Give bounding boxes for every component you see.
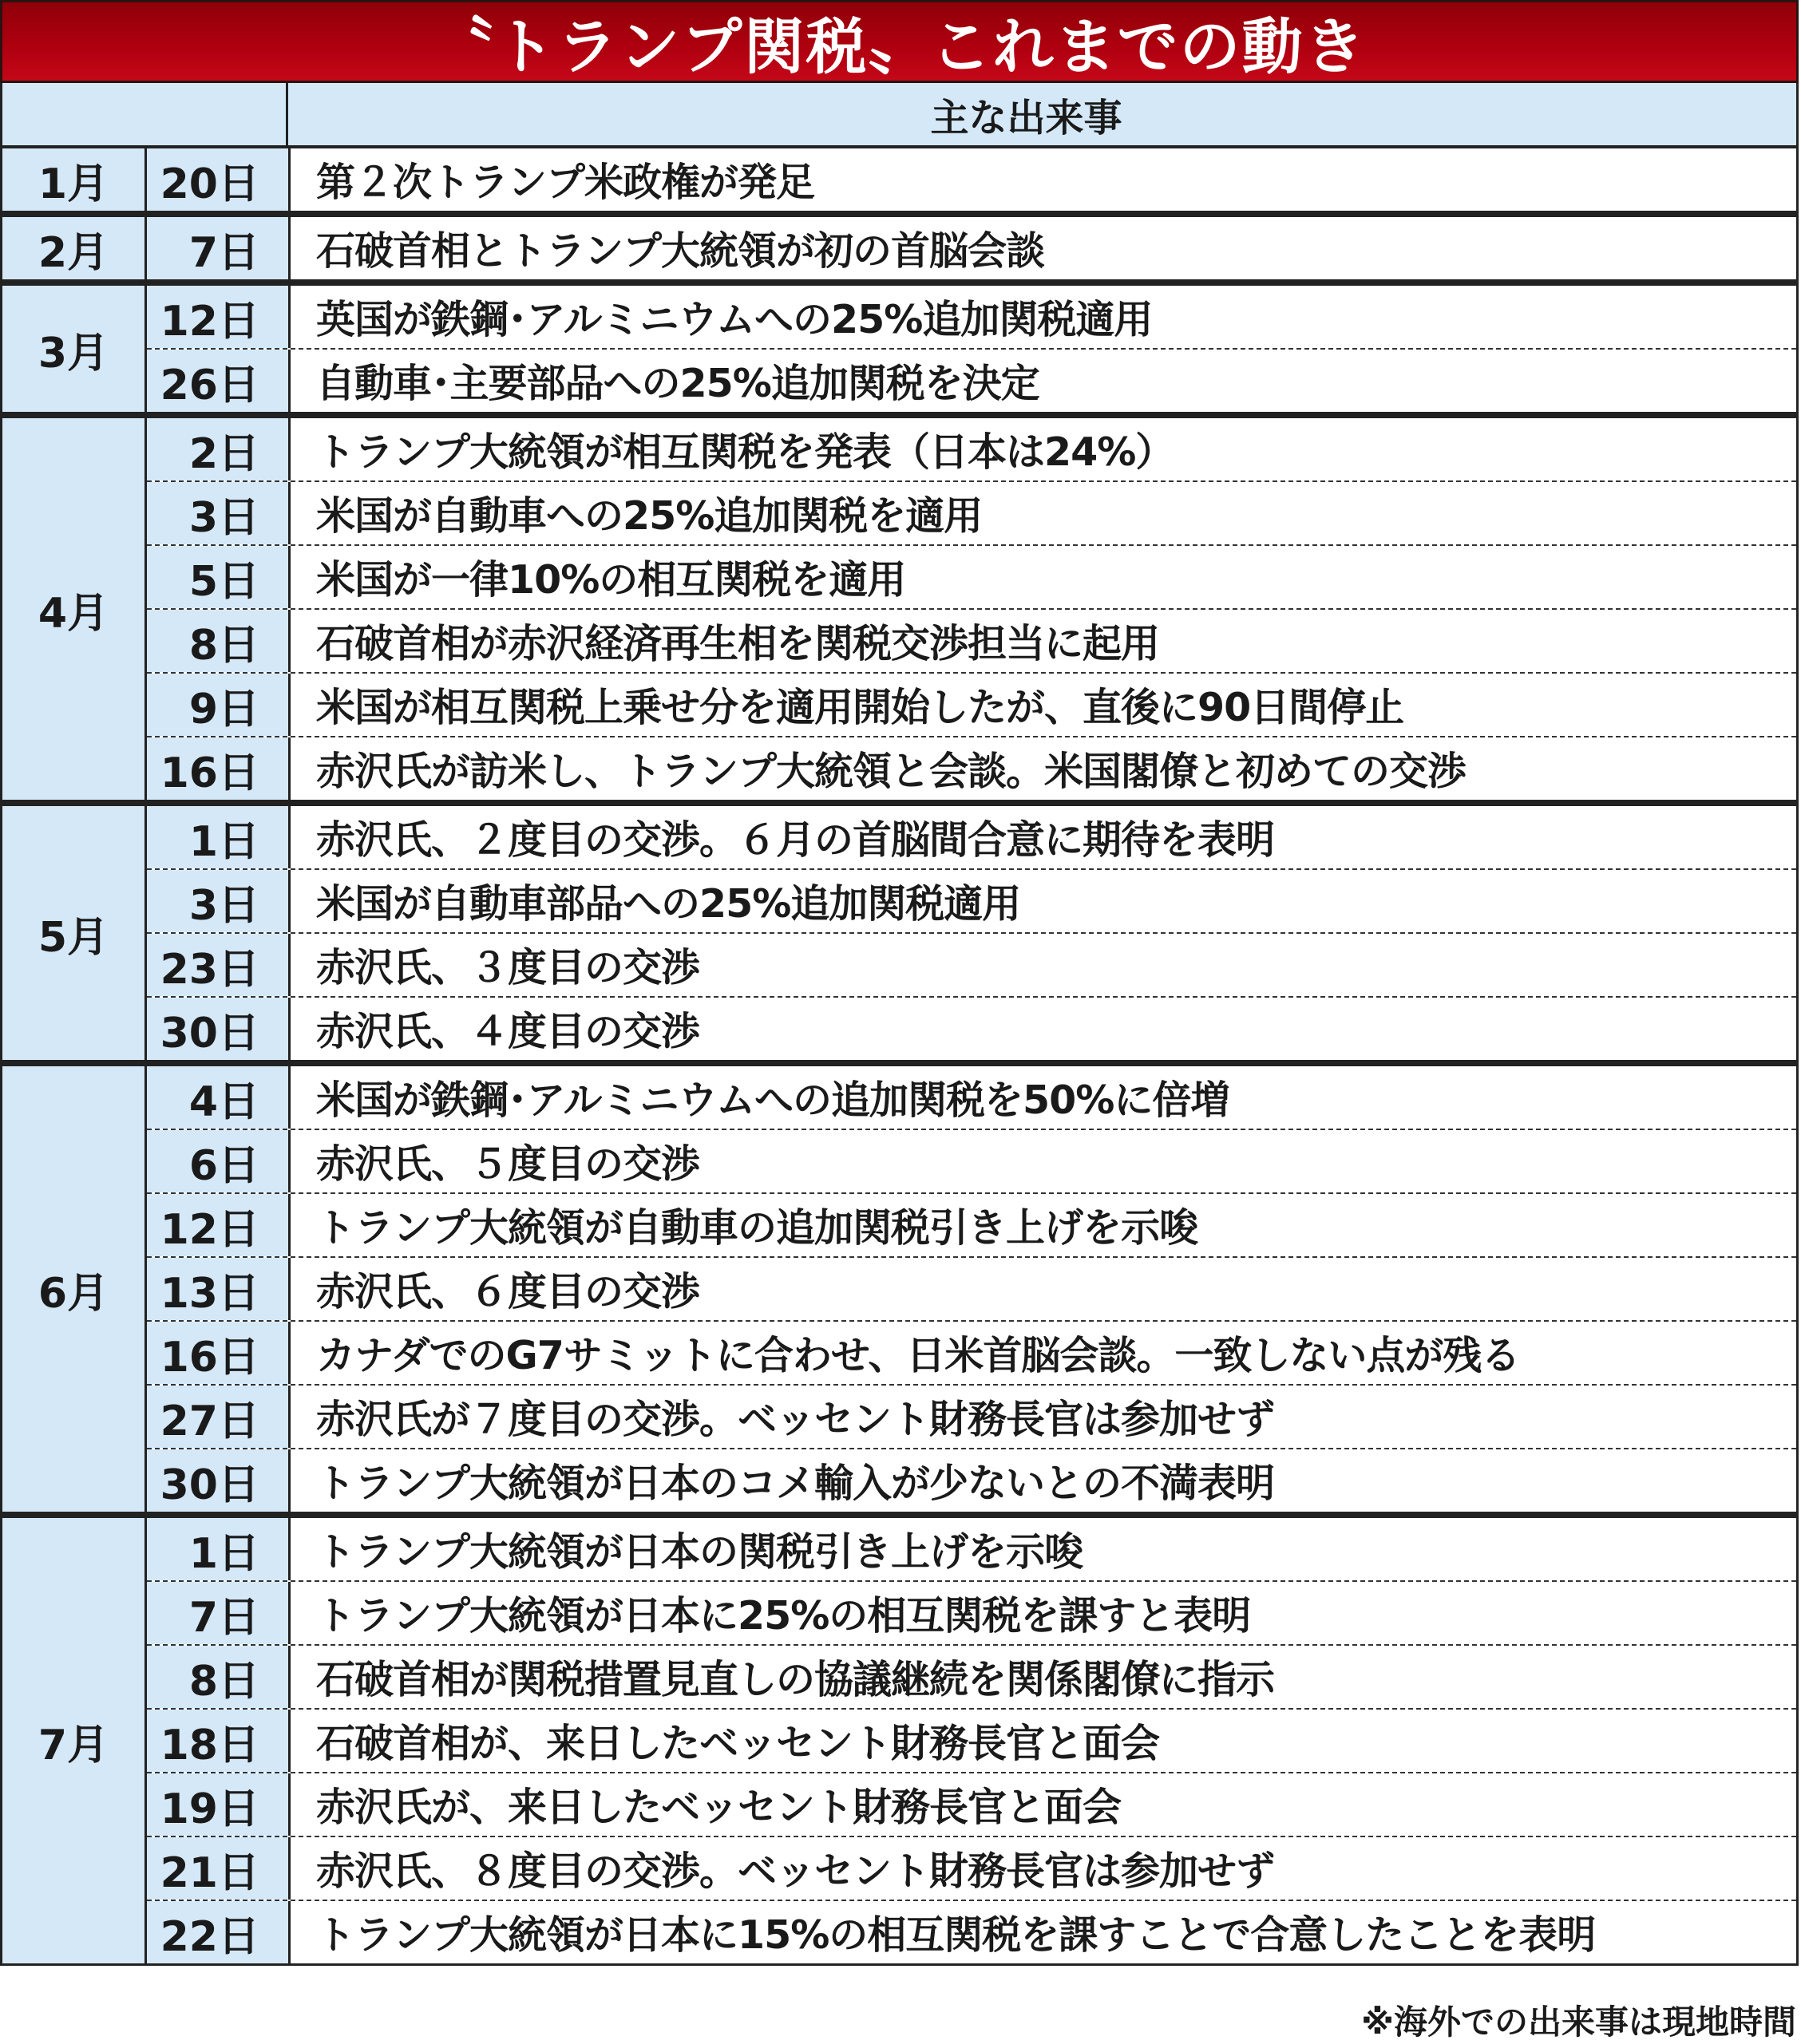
day-label: 22日: [147, 1901, 291, 1963]
event-text: トランプ大統領が日本のコメ輸入が少ないとの不満表明: [291, 1449, 1796, 1512]
day-label: 26日: [147, 350, 291, 412]
month-rows: [147, 1518, 1796, 1963]
table-body: [2, 148, 1796, 1963]
table-row: [147, 1518, 1796, 1580]
table-row: [147, 1066, 1796, 1129]
month-group: [2, 1066, 1796, 1518]
day-label: 21日: [147, 1837, 291, 1900]
table-row: [147, 544, 1796, 608]
event-text: 米国が鉄鋼･アルミニウムへの追加関税を50%に倍増: [291, 1066, 1796, 1129]
day-label: 1日: [147, 1518, 291, 1580]
event-text: 赤沢氏が訪米し、トランプ大統領と会談。米国閣僚と初めての交渉: [291, 737, 1796, 800]
table-row: [147, 1320, 1796, 1384]
event-text: 赤沢氏、４度目の交渉: [291, 998, 1796, 1060]
table-row: [147, 868, 1796, 932]
day-label: 16日: [147, 1322, 291, 1384]
event-text: 英国が鉄鋼･アルミニウムへの25%追加関税適用: [291, 286, 1796, 348]
day-label: 18日: [147, 1710, 291, 1772]
table-row: [147, 1772, 1796, 1836]
day-label: 27日: [147, 1386, 291, 1448]
event-text: トランプ大統領が相互関税を発表（日本は24%）: [291, 418, 1796, 480]
event-text: 石破首相とトランプ大統領が初の首脳会談: [291, 217, 1796, 279]
table-row: [147, 1836, 1796, 1900]
table-row: [147, 1448, 1796, 1512]
event-text: 石破首相が、来日したベッセント財務長官と面会: [291, 1710, 1796, 1772]
table-row: [147, 1900, 1796, 1963]
day-label: 5日: [147, 546, 291, 608]
month-label: 7月: [2, 1518, 147, 1963]
event-text: 米国が自動車への25%追加関税を適用: [291, 482, 1796, 544]
day-label: 23日: [147, 934, 291, 996]
table-row: [147, 217, 1796, 279]
event-text: 第２次トランプ米政権が発足: [291, 148, 1796, 211]
day-label: 12日: [147, 1194, 291, 1256]
table-row: [147, 996, 1796, 1060]
table-row: [147, 806, 1796, 868]
day-label: 2日: [147, 418, 291, 480]
table-row: [147, 1708, 1796, 1772]
table-row: [147, 1192, 1796, 1256]
event-text: 赤沢氏、６度目の交渉: [291, 1258, 1796, 1320]
month-label: 4月: [2, 418, 147, 800]
footnote: ※海外での出来事は現地時間: [1361, 2002, 1796, 2042]
month-label: 3月: [2, 286, 147, 412]
month-group: [2, 148, 1796, 217]
month-label: 2月: [2, 217, 147, 279]
month-label: 6月: [2, 1066, 147, 1512]
month-rows: [147, 217, 1796, 279]
day-label: 7日: [147, 1582, 291, 1644]
day-label: 3日: [147, 870, 291, 932]
table-row: [147, 1129, 1796, 1192]
day-label: 6日: [147, 1130, 291, 1192]
event-text: 赤沢氏、５度目の交渉: [291, 1130, 1796, 1192]
table-row: [147, 608, 1796, 672]
event-text: トランプ大統領が日本に15%の相互関税を課すことで合意したことを表明: [291, 1901, 1796, 1963]
month-rows: [147, 148, 1796, 211]
table-row: [147, 480, 1796, 544]
event-text: トランプ大統領が日本の関税引き上げを示唆: [291, 1518, 1796, 1580]
day-label: 9日: [147, 674, 291, 736]
day-label: 4日: [147, 1066, 291, 1129]
month-rows: [147, 806, 1796, 1060]
day-label: 3日: [147, 482, 291, 544]
table-row: [147, 418, 1796, 480]
day-label: 13日: [147, 1258, 291, 1320]
day-label: 30日: [147, 1449, 291, 1512]
event-text: 石破首相が関税措置見直しの協議継続を関係閣僚に指示: [291, 1646, 1796, 1708]
month-rows: [147, 1066, 1796, 1512]
table-header: [2, 83, 1796, 148]
event-text: 赤沢氏、８度目の交渉。ベッセント財務長官は参加せず: [291, 1837, 1796, 1900]
month-rows: [147, 286, 1796, 412]
day-label: 8日: [147, 1646, 291, 1708]
table-row: [147, 286, 1796, 348]
event-text: トランプ大統領が日本に25%の相互関税を課すと表明: [291, 1582, 1796, 1644]
event-text: 赤沢氏が７度目の交渉。ベッセント財務長官は参加せず: [291, 1386, 1796, 1448]
date-header-blank: [2, 83, 288, 145]
month-group: [2, 217, 1796, 286]
event-text: 赤沢氏が、来日したベッセント財務長官と面会: [291, 1773, 1796, 1836]
event-text: カナダでのG7サミットに合わせ、日米首脳会談。一致しない点が残る: [291, 1322, 1796, 1384]
event-text: 自動車･主要部品への25%追加関税を決定: [291, 350, 1796, 412]
month-label: 5月: [2, 806, 147, 1060]
day-label: 16日: [147, 737, 291, 800]
day-label: 20日: [147, 148, 291, 211]
month-group: [2, 806, 1796, 1066]
table-row: [147, 1580, 1796, 1644]
table-row: [147, 348, 1796, 412]
event-text: 赤沢氏、２度目の交渉。６月の首脳間合意に期待を表明: [291, 806, 1796, 868]
table-row: [147, 672, 1796, 736]
day-label: 12日: [147, 286, 291, 348]
table-row: [147, 1384, 1796, 1448]
event-text: トランプ大統領が自動車の追加関税引き上げを示唆: [291, 1194, 1796, 1256]
day-label: 8日: [147, 610, 291, 672]
month-label: 1月: [2, 148, 147, 211]
timeline-table: [0, 83, 1799, 1966]
event-text: 米国が一律10%の相互関税を適用: [291, 546, 1796, 608]
table-row: [147, 736, 1796, 800]
day-label: 7日: [147, 217, 291, 279]
table-row: [147, 1256, 1796, 1320]
table-row: [147, 148, 1796, 211]
day-label: 30日: [147, 998, 291, 1060]
day-label: 1日: [147, 806, 291, 868]
table-row: [147, 932, 1796, 996]
month-group: [2, 286, 1796, 418]
month-group: [2, 1518, 1796, 1963]
event-text: 米国が自動車部品への25%追加関税適用: [291, 870, 1796, 932]
month-group: [2, 418, 1796, 806]
event-text: 米国が相互関税上乗せ分を適用開始したが、直後に90日間停止: [291, 674, 1796, 736]
page-title: 〝トランプ関税〟これまでの動き: [0, 0, 1799, 83]
events-column-header: 主な出来事: [930, 95, 1122, 140]
month-rows: [147, 418, 1796, 800]
event-text: 赤沢氏、３度目の交渉: [291, 934, 1796, 996]
event-text: 石破首相が赤沢経済再生相を関税交渉担当に起用: [291, 610, 1796, 672]
table-row: [147, 1644, 1796, 1708]
day-label: 19日: [147, 1773, 291, 1836]
